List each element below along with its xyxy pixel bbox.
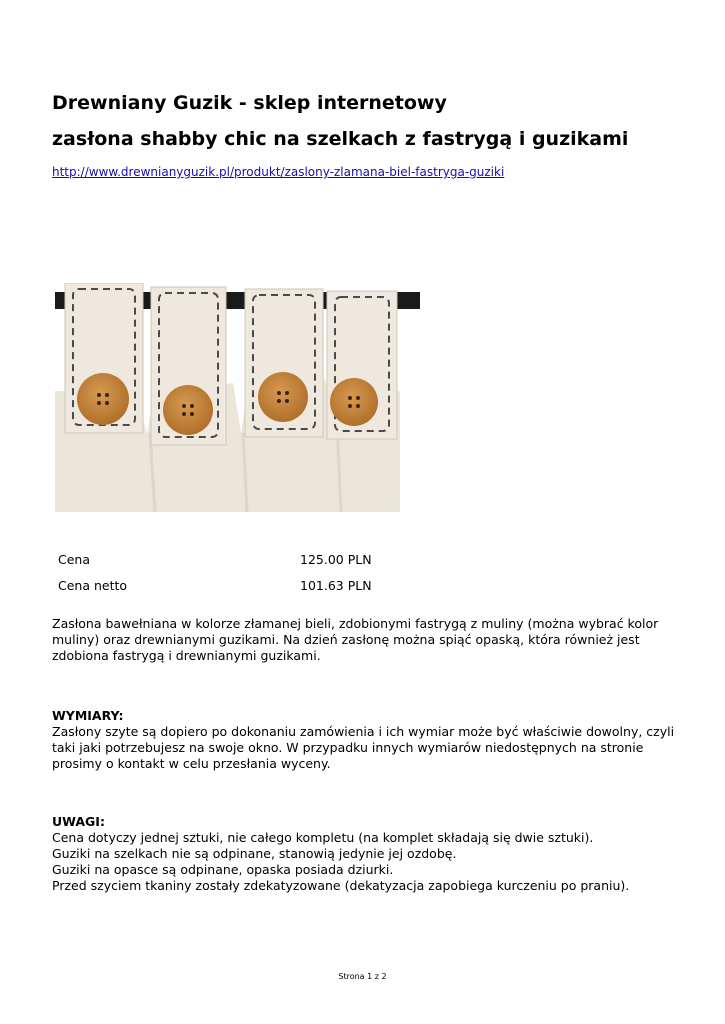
net-price-value: 101.63 PLN bbox=[300, 578, 372, 593]
dimensions-line: Zasłony szyte są dopiero po dokonaniu zamówienia i ich wymiar może być właściwie dowolny, czyli bbox=[52, 724, 675, 739]
price-label: Cena bbox=[58, 552, 91, 567]
product-title: zasłona shabby chic na szelkach z fastrygą i guzikami bbox=[52, 128, 629, 150]
dimensions-line: taki jaki potrzebujesz na swoje okno. W przypadku innych wymiarów niedostępnych na stronie bbox=[52, 740, 644, 755]
notes-line: Przed szyciem tkaniny zostały zdekatyzowane (dekatyzacja zapobiega kurczeniu po praniu). bbox=[52, 878, 630, 893]
net-price-label: Cena netto bbox=[58, 578, 128, 593]
description-line: Zasłona bawełniana w kolorze złamanej bieli, zdobionymi fastrygą z muliny (można wybrać kolor bbox=[52, 616, 659, 631]
description-line: muliny) oraz drewnianymi guzikami. Na dzień zasłonę można spiąć opaską, która również jest bbox=[52, 632, 640, 647]
page-number: Strona 1 z 2 bbox=[338, 972, 387, 981]
notes-line: Guziki na opasce są odpinane, opaska posiada dziurki. bbox=[52, 862, 394, 877]
description-line: zdobiona fastrygą i drewnianymi guzikami. bbox=[52, 648, 321, 663]
product-link[interactable]: http://www.drewnianyguzik.pl/produkt/zaslony-zlamana-biel-fastryga-guziki bbox=[52, 165, 505, 179]
product-description bbox=[52, 616, 672, 664]
price-value: 125.00 PLN bbox=[300, 552, 372, 567]
notes-section bbox=[52, 814, 682, 894]
notes-heading: UWAGI: bbox=[52, 814, 105, 829]
dimensions-section bbox=[52, 708, 682, 772]
notes-line: Guziki na szelkach nie są odpinane, stanowią jedynie jej ozdobę. bbox=[52, 846, 457, 861]
dimensions-heading: WYMIARY: bbox=[52, 708, 124, 723]
dimensions-line: prosimy o kontakt w celu przesłania wyceny. bbox=[52, 756, 331, 771]
product-photo bbox=[55, 283, 420, 512]
notes-line: Cena dotyczy jednej sztuki, nie całego kompletu (na komplet składają się dwie sztuki). bbox=[52, 830, 594, 845]
shop-title: Drewniany Guzik - sklep internetowy bbox=[52, 92, 447, 114]
